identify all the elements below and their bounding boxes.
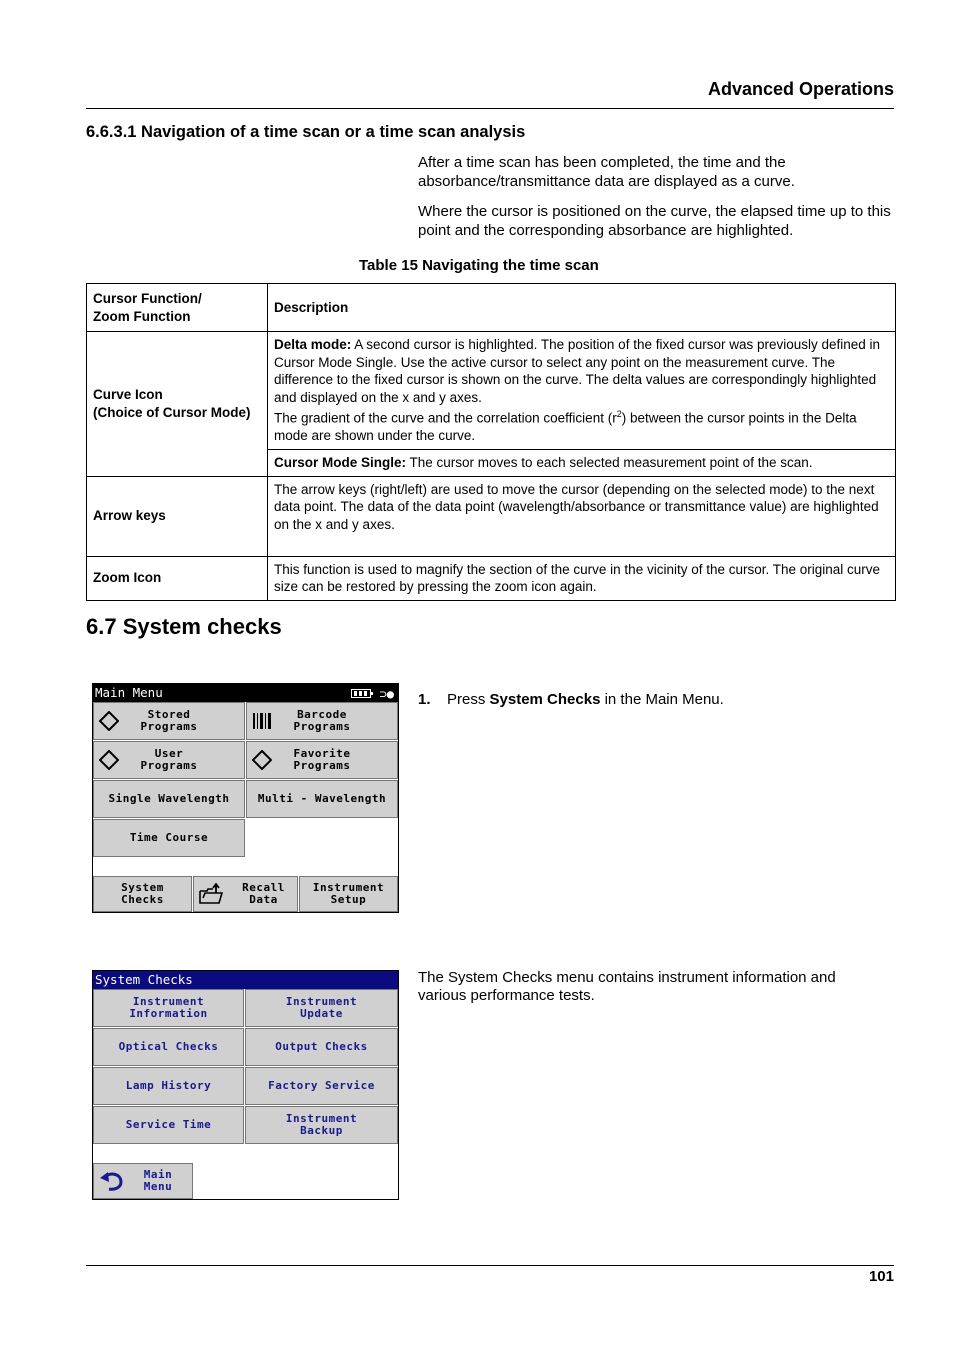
system-checks-title-bar (93, 971, 398, 989)
instrument-update-button[interactable] (245, 989, 398, 1027)
zoom-icon-name: Zoom Icon (87, 556, 268, 600)
step-bold: System Checks (489, 691, 601, 708)
single-wavelength-label: Single Wavelength (108, 791, 230, 805)
system-checks-label: System Checks (121, 880, 164, 906)
row1-name-line1: Curve Icon (93, 387, 163, 403)
main-menu-title-bar (93, 684, 398, 702)
table-row (87, 556, 896, 600)
stored-programs-button[interactable] (93, 702, 245, 740)
cursor-single-text: The cursor moves to each selected measurement point of the scan. (406, 455, 813, 471)
favorite-programs-button[interactable] (246, 741, 398, 779)
barcode-icon (252, 711, 272, 731)
main-menu-title: Main Menu (95, 685, 163, 700)
step-1 (418, 691, 724, 708)
time-course-label: Time Course (129, 830, 209, 844)
main-menu-button[interactable] (93, 1163, 193, 1199)
table-caption: Table 15 Navigating the time scan (359, 257, 599, 274)
service-time-button[interactable] (93, 1106, 244, 1144)
system-checks-screen (92, 970, 399, 1200)
system-checks-heading: 6.7 System checks (86, 614, 282, 639)
cursor-single-cell (268, 450, 896, 477)
delta-mode-text: A second cursor is highlighted. The position of the fixed cursor was previously defined in Cursor Mode Single. Use the active cursor to select any point on the measurement curve. The difference to the fixed cursor is shown on the curve. The delta values are correspondingly highlighted and displayed on the x and y axes. (274, 337, 881, 405)
user-programs-button[interactable] (93, 741, 245, 779)
delta-mode-label: Delta mode: (274, 337, 352, 352)
instrument-setup-label: Instrument Setup (312, 880, 385, 906)
table-header-cell (87, 284, 268, 332)
step-suffix: in the Main Menu. (600, 691, 724, 708)
power-plug-icon: ⊃● (379, 687, 394, 701)
gradient-text-b: ) between the cursor points in the Delta mode are shown under the curve. (274, 410, 857, 444)
instrument-setup-button[interactable] (299, 876, 398, 912)
recall-data-label: Recall Data (242, 880, 285, 906)
intro-paragraph-2: Where the cursor is positioned on the curve, the elapsed time up to this point and the corresponding absorbance are highlighted. (418, 203, 891, 239)
system-checks-description: The System Checks menu contains instrument information and various performance tests. (418, 969, 836, 1004)
step-prefix: Press (447, 691, 490, 708)
back-arrow-icon (99, 1170, 125, 1192)
row1-name-line2: (Choice of Cursor Mode) (93, 404, 251, 420)
gradient-text-a: The gradient of the curve and the correlation coefficient (r (274, 410, 617, 426)
cursor-single-label: Cursor Mode Single: (274, 455, 407, 471)
intro-paragraph-1: After a time scan has been completed, the time and the absorbance/transmittance data are displayed as a curve. (418, 154, 795, 190)
table-header-row (87, 284, 896, 332)
service-time-label: Service Time (125, 1117, 212, 1131)
factory-service-button[interactable] (245, 1067, 398, 1105)
arrow-keys-name: Arrow keys (87, 476, 268, 556)
system-checks-button[interactable] (93, 876, 192, 912)
running-header: Advanced Operations (707, 79, 894, 99)
system-checks-title: System Checks (95, 972, 193, 987)
instrument-backup-button[interactable] (245, 1106, 398, 1144)
col2-header: Description (268, 284, 896, 332)
step-number: 1. (418, 691, 431, 708)
col1-header-line1: Cursor Function/ (93, 290, 202, 306)
diamond-icon (99, 750, 119, 770)
multi-wavelength-button[interactable] (246, 780, 398, 818)
favorite-programs-label: Favorite Programs (293, 746, 351, 772)
section-heading: 6.6.3.1 Navigation of a time scan or a time scan analysis (86, 123, 526, 141)
table-row (87, 476, 896, 556)
barcode-programs-label: Barcode Programs (293, 707, 351, 733)
lamp-history-button[interactable] (93, 1067, 244, 1105)
table-row (87, 332, 896, 450)
arrow-keys-desc: The arrow keys (right/left) are used to move the cursor (depending on the selected mode) to the next data point. The data of the data point (wavelength/absorbance or transmittance value) are highlighted on the x and y axes. (268, 476, 896, 556)
factory-service-label: Factory Service (268, 1078, 375, 1092)
user-programs-label: User Programs (140, 746, 198, 772)
page-number: 101 (868, 1268, 894, 1285)
main-menu-screen (92, 683, 399, 913)
col1-header-line2: Zoom Function (93, 308, 191, 324)
navigation-table (86, 283, 896, 601)
footer-rule (86, 1265, 894, 1266)
delta-mode-cell (268, 332, 896, 450)
instrument-information-label: Instrument Information (129, 994, 208, 1020)
single-wavelength-button[interactable] (93, 780, 245, 818)
optical-checks-label: Optical Checks (118, 1039, 219, 1053)
optical-checks-button[interactable] (93, 1028, 244, 1066)
zoom-icon-desc: This function is used to magnify the section of the curve in the vicinity of the cursor. The original curve size can be restored by pressing the zoom icon again. (268, 556, 896, 600)
gradient-superscript: 2 (616, 409, 622, 420)
output-checks-button[interactable] (245, 1028, 398, 1066)
time-course-button[interactable] (93, 819, 245, 857)
barcode-programs-button[interactable] (246, 702, 398, 740)
stored-programs-label: Stored Programs (140, 707, 198, 733)
row-name-cell (87, 332, 268, 477)
main-menu-label: Main Menu (143, 1167, 173, 1193)
multi-wavelength-label: Multi - Wavelength (257, 791, 387, 805)
diamond-icon (252, 750, 272, 770)
recall-data-button[interactable] (193, 876, 298, 912)
header-rule (86, 108, 894, 109)
lamp-history-label: Lamp History (125, 1078, 212, 1092)
instrument-information-button[interactable] (93, 989, 244, 1027)
folder-upload-icon (199, 883, 223, 905)
instrument-update-label: Instrument Update (285, 994, 358, 1020)
diamond-icon (99, 711, 119, 731)
instrument-backup-label: Instrument Backup (285, 1111, 358, 1137)
output-checks-label: Output Checks (275, 1039, 368, 1053)
battery-icon (351, 689, 371, 698)
